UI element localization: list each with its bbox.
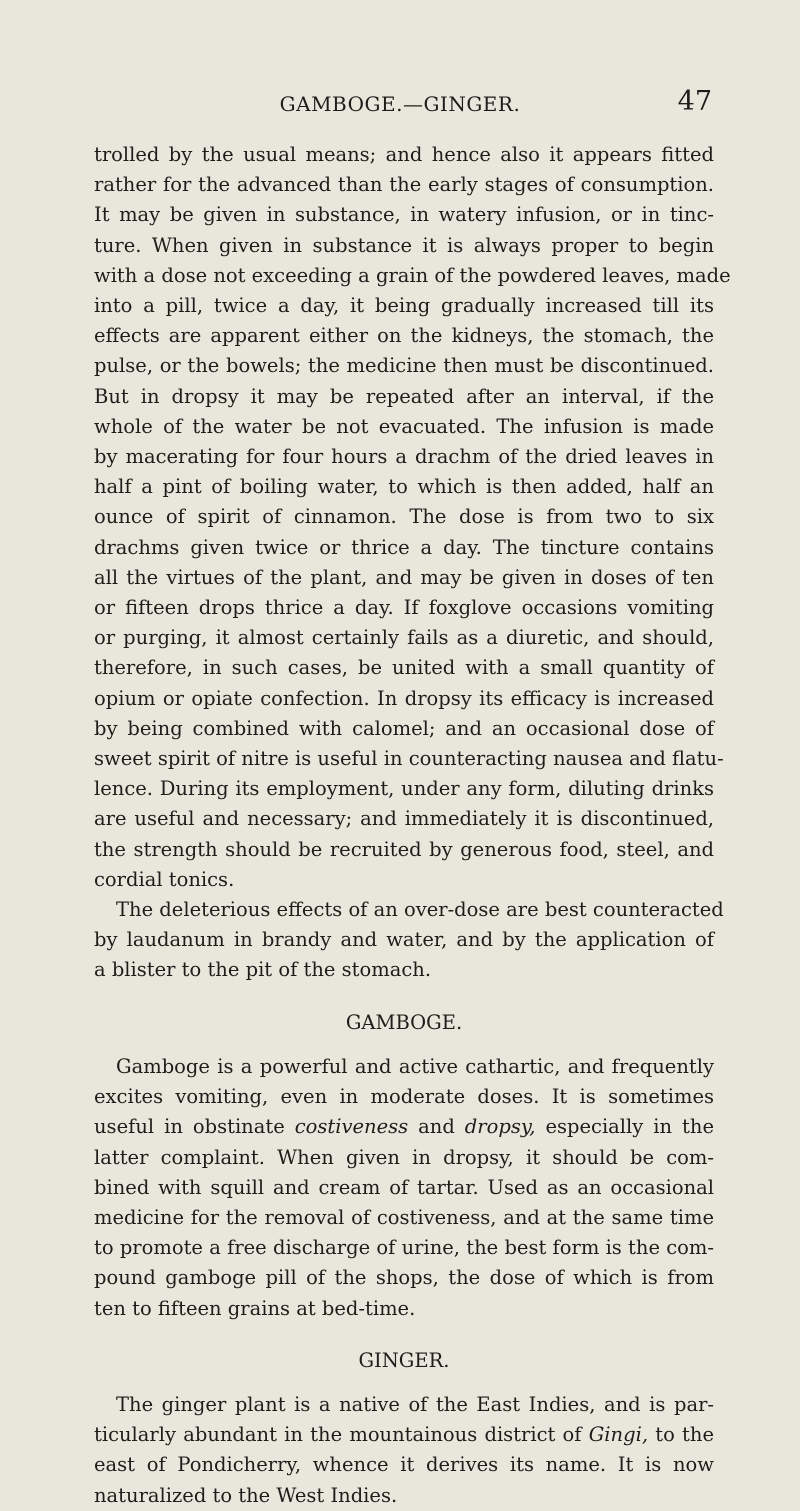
text-line: It may be given in substance, in watery infusion, or in tinc-	[94, 203, 714, 227]
text-line: opium or opiate confection. In dropsy its efficacy is increased	[94, 686, 714, 710]
text-line: naturalized to the West Indies.	[94, 1483, 398, 1507]
paragraph-gamboge	[94, 1052, 714, 1324]
text-line: But in dropsy it may be repeated after an interval, if the	[94, 384, 714, 408]
text-line: cordial tonics.	[94, 867, 235, 891]
text-line: by laudanum in brandy and water, and by the application of	[94, 928, 714, 952]
text-fragment: to the	[648, 1423, 714, 1447]
text-line: to promote a free discharge of urine, the best form is the com-	[94, 1236, 714, 1260]
paragraph-foxglove-continued	[94, 140, 731, 895]
italic-term: dropsy,	[464, 1115, 536, 1139]
text-line: pound gamboge pill of the shops, the dose of which is from	[94, 1266, 714, 1290]
text-fragment: and	[408, 1115, 465, 1139]
text-line: or fifteen drops thrice a day. If foxglove occasions vomiting	[94, 596, 714, 620]
text-line	[94, 1420, 714, 1450]
text-line: The deleterious effects of an over-dose are best counteracted	[116, 898, 724, 922]
text-line: Gamboge is a powerful and active cathartic, and frequently	[116, 1054, 714, 1078]
text-line: excites vomiting, even in moderate doses. It is sometimes	[94, 1085, 714, 1109]
text-line: east of Pondicherry, whence it derives its name. It is now	[94, 1453, 714, 1477]
text-line: ture. When given in substance it is always proper to begin	[94, 233, 714, 257]
text-line: rather for the advanced than the early stages of consumption.	[94, 173, 714, 197]
text-fragment: especially in the	[535, 1115, 714, 1139]
running-title: GAMBOGE.—GINGER.	[279, 92, 521, 116]
text-fragment: useful in obstinate	[94, 1115, 295, 1139]
section-heading-gamboge: GAMBOGE.	[345, 1010, 463, 1034]
text-line: drachms given twice or thrice a day. The tincture contains	[94, 535, 714, 559]
text-line: effects are apparent either on the kidneys, the stomach, the	[94, 324, 714, 348]
text-line: all the virtues of the plant, and may be given in doses of ten	[94, 565, 714, 589]
text-fragment: ticularly abundant in the mountainous district of	[94, 1423, 589, 1447]
text-line: The ginger plant is a native of the East Indies, and is par-	[116, 1392, 714, 1416]
text-line: lence. During its employment, under any form, diluting drinks	[94, 777, 714, 801]
text-line: ounce of spirit of cinnamon. The dose is from two to six	[94, 505, 714, 529]
text-line: sweet spirit of nitre is useful in counteracting nausea and flatu-	[94, 747, 724, 771]
text-line: trolled by the usual means; and hence also it appears fitted	[94, 143, 714, 166]
italic-term: Gingi,	[588, 1423, 649, 1447]
text-line: ten to fifteen grains at bed-time.	[94, 1296, 416, 1320]
text-line: therefore, in such cases, be united with a small quantity of	[94, 656, 714, 680]
text-line: latter complaint. When given in dropsy, it should be com-	[94, 1145, 714, 1169]
text-line: pulse, or the bowels; the medicine then must be discontinued.	[94, 354, 714, 378]
text-line: are useful and necessary; and immediately it is discontinued,	[94, 807, 714, 831]
text-line: into a pill, twice a day, it being gradually increased till its	[94, 294, 714, 318]
text-line: whole of the water be not evacuated. The infusion is made	[94, 414, 714, 438]
paragraph-ginger	[94, 1390, 714, 1511]
text-line: the strength should be recruited by generous food, steel, and	[94, 837, 714, 861]
italic-term: costiveness	[294, 1115, 409, 1139]
text-line: bined with squill and cream of tartar. Used as an occasional	[94, 1175, 714, 1199]
text-line: by being combined with calomel; and an occasional dose of	[94, 716, 714, 740]
section-heading-ginger: GINGER.	[358, 1348, 450, 1372]
text-line: half a pint of boiling water, to which is then added, half an	[94, 475, 714, 499]
paragraph-overdose	[94, 895, 724, 986]
text-line: with a dose not exceeding a grain of the powdered leaves, made	[94, 263, 731, 287]
text-line: or purging, it almost certainly fails as a diuretic, and should,	[94, 626, 714, 650]
text-line	[94, 1112, 714, 1142]
text-line: by macerating for four hours a drachm of the dried leaves in	[94, 445, 714, 469]
text-line: medicine for the removal of costiveness, and at the same time	[94, 1205, 714, 1229]
running-head	[0, 86, 800, 126]
page-number: 47	[677, 86, 712, 117]
body-text	[94, 140, 731, 1511]
text-line: a blister to the pit of the stomach.	[94, 958, 432, 982]
